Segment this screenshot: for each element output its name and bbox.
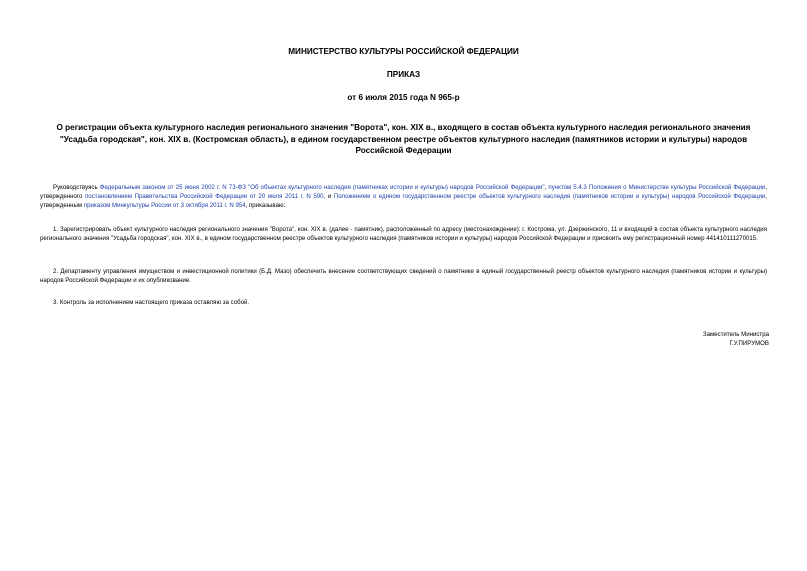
basis-text-5: , утвержденным (40, 193, 767, 210)
basis-text-1: Руководствуясь (53, 184, 100, 191)
basis-text-2: , (544, 184, 549, 191)
order-item-2: 2. Департаменту управления имуществом и инвестиционной политики (Б.Д. Мазо) обеспечить внесение соответствующих сведений о памятнике в единый государственный реестр объектов культурного наследия (памятников истории и культуры) народов Российской Федерации и их опубликование. (40, 268, 767, 285)
signatory-position: Заместитель Министра (702, 331, 769, 338)
federal-law-link[interactable]: Федеральным законом от 25 июня 2002 г. N 73-ФЗ "Об объектах культурного наследия (памятниках истории и культуры) народов Российской Федерации" (99, 184, 545, 191)
basis-text-4: , и (323, 193, 334, 201)
basis-text-3: , утвержденного (40, 184, 767, 201)
order-item-3: 3. Контроль за исполнением настоящего приказа оставляю за собой. (53, 299, 250, 306)
registry-regulation-link[interactable]: Положением о едином государственном реестре объектов культурного наследия (памятников истории и культуры) народов Российской Федерации (333, 193, 766, 201)
document-title: О регистрации объекта культурного наследия регионального значения "Ворота", кон. XIX в., входящего в состав объекта культурного наследия регионального значения "Усадьба городская", кон. XIX в. (Костромская область), в едином государственном реестре объектов культурного наследия (памятников истории и культуры) народов Российской Федерации (56, 123, 751, 155)
basis-text-6: , приказываю: (245, 202, 286, 210)
government-resolution-link[interactable]: постановлением Правительства Российской Федерации от 20 июля 2011 г. N 590 (85, 193, 324, 201)
signatory-name: Г.У.ПИРУМОВ (729, 340, 769, 347)
ministry-heading: МИНИСТЕРСТВО КУЛЬТУРЫ РОССИЙСКОЙ ФЕДЕРАЦИИ (288, 47, 519, 56)
order-item-1: 1. Зарегистрировать объект культурного наследия регионального значения "Ворота", кон. XIX в. (далее - памятник), расположенный по адресу (местонахождение): г. Кострома, ул. Дзержинского, 11 и входящий в состав объекта культурного наследия регионального значения "Усадьба городская", кон. XIX в., в едином государственном реестре объектов культурного наследия (памятников истории и культуры) народов Российской Федерации и присвоить ему регистрационный номер 441410111270015. (40, 226, 767, 243)
ministry-regulation-link[interactable]: пунктом 5.4.3 Положения о Министерстве культуры Российской Федерации (548, 184, 766, 191)
basis-paragraph (40, 183, 767, 211)
minculture-order-link[interactable]: приказом Минкультуры России от 3 октября 2011 г. N 954 (83, 202, 246, 210)
document-type-heading: ПРИКАЗ (386, 70, 421, 79)
date-number-heading: от 6 июля 2015 года N 965-р (347, 93, 460, 102)
